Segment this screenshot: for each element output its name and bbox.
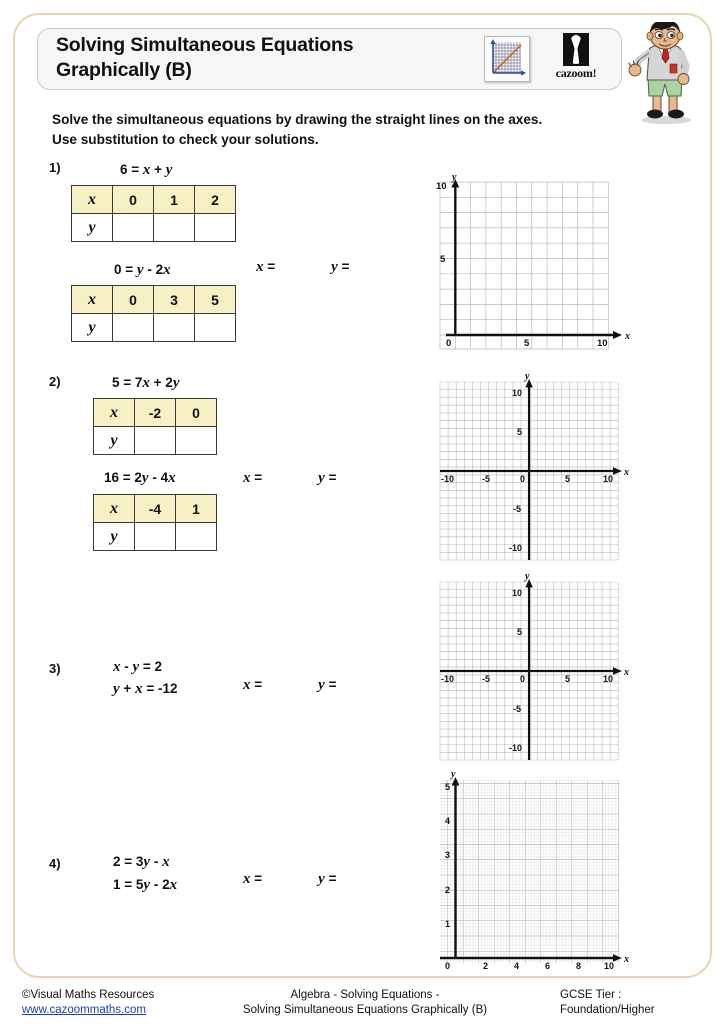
question-3-graph[interactable] [432,572,632,768]
svg-text:y: y [452,174,457,183]
question-4-answers[interactable] [243,871,336,888]
svg-text:5: 5 [517,427,523,437]
question-1-graph[interactable] [432,174,632,364]
svg-text:0: 0 [445,961,451,971]
question-2-x-answer-prompt: x = [243,470,263,486]
svg-text:1: 1 [445,919,451,929]
instruction-line-2: Use substitution to check your solutions. [52,131,319,147]
svg-text:6: 6 [545,961,551,971]
cazoom-logo [548,33,604,83]
svg-text:x: x [624,667,629,678]
footer-topic-line-1: Algebra - Solving Equations - [290,989,440,1001]
table-header-y: y [94,427,135,455]
table-header-x: x [72,286,113,314]
question-1-table-2[interactable] [71,285,236,342]
table-header-x: x [94,399,135,427]
question-2-equation-2: 16 = 2y - 4x [104,470,176,486]
svg-text:5: 5 [565,674,571,684]
instructions [52,110,612,149]
table-cell-x-0: -4 [135,495,176,523]
question-4-equation-1: 2 = 3y - x [113,854,170,870]
table-header-y: y [72,314,113,342]
table-cell-y-1[interactable] [154,314,195,342]
table-cell-x-1: 3 [154,286,195,314]
table-cell-y-1[interactable] [176,427,217,455]
question-4-graph[interactable] [432,768,632,973]
page-title [56,33,476,83]
table-header-x: x [72,186,113,214]
table-row [72,286,236,314]
question-1-y-answer-prompt: y = [331,259,350,275]
cazoom-mark-icon [563,33,589,66]
svg-text:-10: -10 [441,674,455,684]
svg-text:5: 5 [445,782,451,792]
table-cell-x-1: 0 [176,399,217,427]
question-1-equation-2: 0 = y - 2x [114,262,171,278]
svg-text:-5: -5 [482,474,491,484]
svg-text:x: x [624,954,629,965]
table-cell-x-0: 0 [113,186,154,214]
question-2-number: 2) [49,374,61,389]
table-cell-y-0[interactable] [135,523,176,551]
title-line-2: Graphically (B) [56,59,192,81]
table-cell-y-0[interactable] [113,314,154,342]
table-cell-y-1[interactable] [176,523,217,551]
question-4-number: 4) [49,856,61,871]
question-4-equation-2: 1 = 5y - 2x [113,877,178,893]
table-cell-x-1: 1 [176,495,217,523]
table-row [72,314,236,342]
footer-copyright: ©Visual Maths Resources [22,989,155,1001]
svg-text:10: 10 [597,338,608,349]
table-cell-y-1[interactable] [154,214,195,242]
question-3-x-answer-prompt: x = [243,677,263,693]
svg-text:x: x [624,467,629,478]
table-cell-y-2[interactable] [195,214,236,242]
table-cell-y-2[interactable] [195,314,236,342]
svg-text:0: 0 [446,338,452,349]
table-header-x: x [94,495,135,523]
table-row [72,186,236,214]
table-cell-x-0: 0 [113,286,154,314]
question-1-equation-1: 6 = x + y [120,162,173,178]
question-2-equation-1: 5 = 7x + 2y [112,375,180,391]
svg-text:-10: -10 [509,743,523,753]
svg-text:4: 4 [445,816,451,826]
graph-grid-logo-icon [484,36,530,82]
question-4-y-answer-prompt: y = [318,871,337,887]
table-cell-x-2: 2 [195,186,236,214]
svg-text:-10: -10 [441,474,455,484]
svg-text:5: 5 [440,254,446,265]
question-3-y-answer-prompt: y = [318,677,337,693]
table-row [94,399,217,427]
question-2-table-1[interactable] [93,398,217,455]
question-2-table-2[interactable] [93,494,217,551]
svg-text:5: 5 [524,338,530,349]
question-1-number: 1) [49,160,61,175]
question-3-equation-2: y + x = -12 [113,681,178,697]
svg-text:5: 5 [565,474,571,484]
question-2-y-answer-prompt: y = [318,470,337,486]
svg-text:10: 10 [512,388,523,398]
question-3-number: 3) [49,661,61,676]
table-cell-y-0[interactable] [135,427,176,455]
footer-center [220,988,510,1018]
title-line-1: Solving Simultaneous Equations [56,34,354,56]
question-4-x-answer-prompt: x = [243,871,263,887]
svg-text:10: 10 [512,588,523,598]
footer-website-link[interactable]: www.cazoommaths.com [22,1004,146,1016]
svg-text:0: 0 [520,674,526,684]
footer-right [560,988,710,1018]
footer-tier-value: Foundation/Higher [560,1004,655,1016]
svg-text:-5: -5 [513,504,522,514]
question-2-graph[interactable] [432,372,632,568]
question-3-equation-1: x - y = 2 [113,659,163,675]
footer-tier-label: GCSE Tier : [560,989,622,1001]
svg-text:2: 2 [445,885,451,895]
svg-text:10: 10 [604,961,615,971]
table-cell-y-0[interactable] [113,214,154,242]
svg-text:2: 2 [483,961,489,971]
question-2-answers[interactable] [243,470,336,487]
footer-left [22,988,252,1018]
table-header-y: y [72,214,113,242]
table-row [94,495,217,523]
table-row [94,523,217,551]
svg-text:0: 0 [520,474,526,484]
table-cell-x-0: -2 [135,399,176,427]
svg-text:5: 5 [517,627,523,637]
svg-text:3: 3 [445,850,451,860]
svg-text:8: 8 [576,961,582,971]
svg-text:y: y [451,769,456,780]
footer-topic-line-2: Solving Simultaneous Equations Graphically (B) [242,1004,488,1016]
svg-text:4: 4 [514,961,520,971]
svg-text:-5: -5 [513,704,522,714]
svg-text:-10: -10 [509,543,523,553]
svg-text:y: y [525,572,530,582]
question-3-answers[interactable] [243,677,336,694]
svg-text:-5: -5 [482,674,491,684]
svg-text:y: y [525,372,530,382]
question-1-x-answer-prompt: x = [256,259,276,275]
instruction-line-1: Solve the simultaneous equations by drawing the straight lines on the axes. [52,112,543,127]
table-header-y: y [94,523,135,551]
question-1-answers[interactable] [256,259,349,276]
table-cell-x-2: 5 [195,286,236,314]
svg-text:10: 10 [436,181,447,192]
table-cell-x-1: 1 [154,186,195,214]
svg-text:10: 10 [603,474,614,484]
table-row [94,427,217,455]
table-row [72,214,236,242]
svg-text:x: x [625,331,630,342]
svg-text:10: 10 [603,674,614,684]
question-1-table-1[interactable] [71,185,236,242]
cazoom-wordmark: cazoom! [555,66,597,80]
student-mascot-illustration [626,22,704,126]
